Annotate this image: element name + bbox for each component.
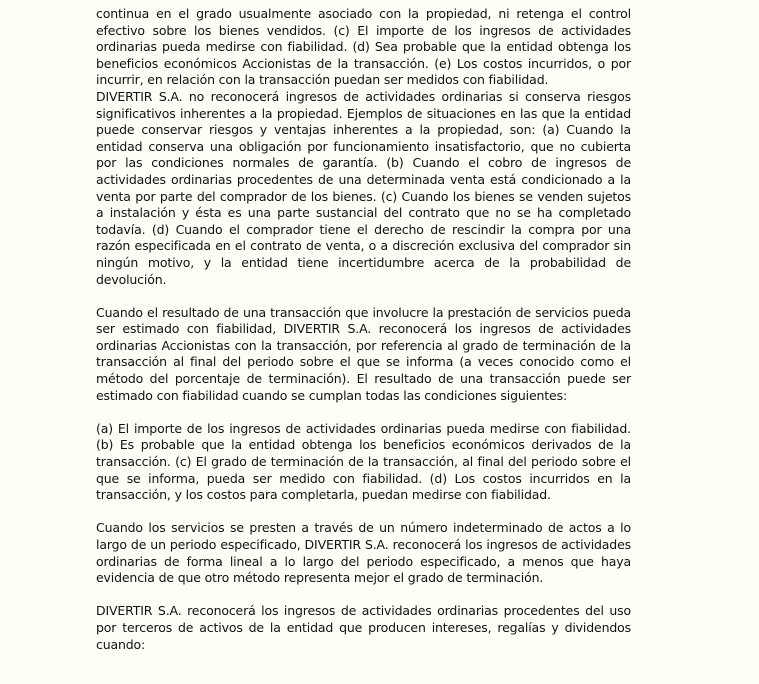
paragraph-gap — [96, 404, 631, 421]
paragraph-conditions-list: (a) El importe de los ingresos de actividades ordinarias pueda medirse con fiabilidad. (b) Es probable que la entidad obtenga los beneficios económicos derivados de la transacción. (c) El grado de terminación de la transacción, al final del periodo sobre el que se informa, pueda ser medido con fiabilidad. (d) Los costos incurridos en la transacción, y los costos para completarla, puedan medirse con fiabilidad. — [96, 420, 631, 503]
paragraph-sale-conditions: continua en el grado usualmente asociado con la propiedad, ni retenga el control efectivo sobre los bienes vendidos. (c) El importe de los ingresos de actividades ordinarias pueda medirse con fiabilidad. (d) Sea probable que la entidad obtenga los beneficios económicos Accionistas de la transacción. (e) Los costos incurridos, o por incurrir, en relación con la transacción puedan ser medidos con fiabilidad. — [96, 6, 631, 88]
document-page — [96, 6, 631, 653]
paragraph-linear-recognition: Cuando los servicios se presten a través de un número indeterminado de actos a lo largo de un periodo especificado, DIVERTIR S.A. reconocerá los ingresos de actividades ordinarias de forma lineal a lo largo del periodo especificado, a menos que haya evidencia de que otro método representa mejor el grado de terminación. — [96, 520, 631, 586]
paragraph-gap — [96, 587, 631, 604]
paragraph-services-recognition: Cuando el resultado de una transacción que involucre la prestación de servicios pueda ser estimado con fiabilidad, DIVERTIR S.A. reconocerá los ingresos de actividades ordinarias Accionistas con la transacción, por referencia al grado de terminación de la transacción al final del periodo sobre el que se informa (a veces conocido como el método del porcentaje de terminación). El resultado de una transacción puede ser estimado con fiabilidad cuando se cumplan todas las condiciones siguientes: — [96, 304, 631, 403]
paragraph-third-party-use: DIVERTIR S.A. reconocerá los ingresos de actividades ordinarias procedentes del uso por terceros de activos de la entidad que producen intereses, regalías y dividendos cuando: — [96, 603, 631, 652]
paragraph-retained-risks: DIVERTIR S.A. no reconocerá ingresos de actividades ordinarias si conserva riesgos significativos inherentes a la propiedad. Ejemplos de situaciones en las que la entidad puede conservar riesgos y ventajas inherentes a la propiedad, son: (a) Cuando la entidad conserva una obligación por funcionamiento insatisfactorio, que no cubierta por las condiciones normales de garantía. (b) Cuando el cobro de ingresos de actividades ordinarias procedentes de una determinada venta está condicionado a la venta por parte del comprador de los bienes. (c) Cuando los bienes se venden sujetos a instalación y ésta es una parte sustancial del contrato que no se ha completado todavía. (d) Cuando el comprador tiene el derecho de rescindir la compra por una razón especificada en el contrato de venta, o a discreción exclusiva del comprador sin ningún motivo, y la entidad tiene incertidumbre acerca de la probabilidad de devolución. — [96, 88, 631, 287]
paragraph-gap — [96, 288, 631, 305]
paragraph-gap — [96, 504, 631, 521]
